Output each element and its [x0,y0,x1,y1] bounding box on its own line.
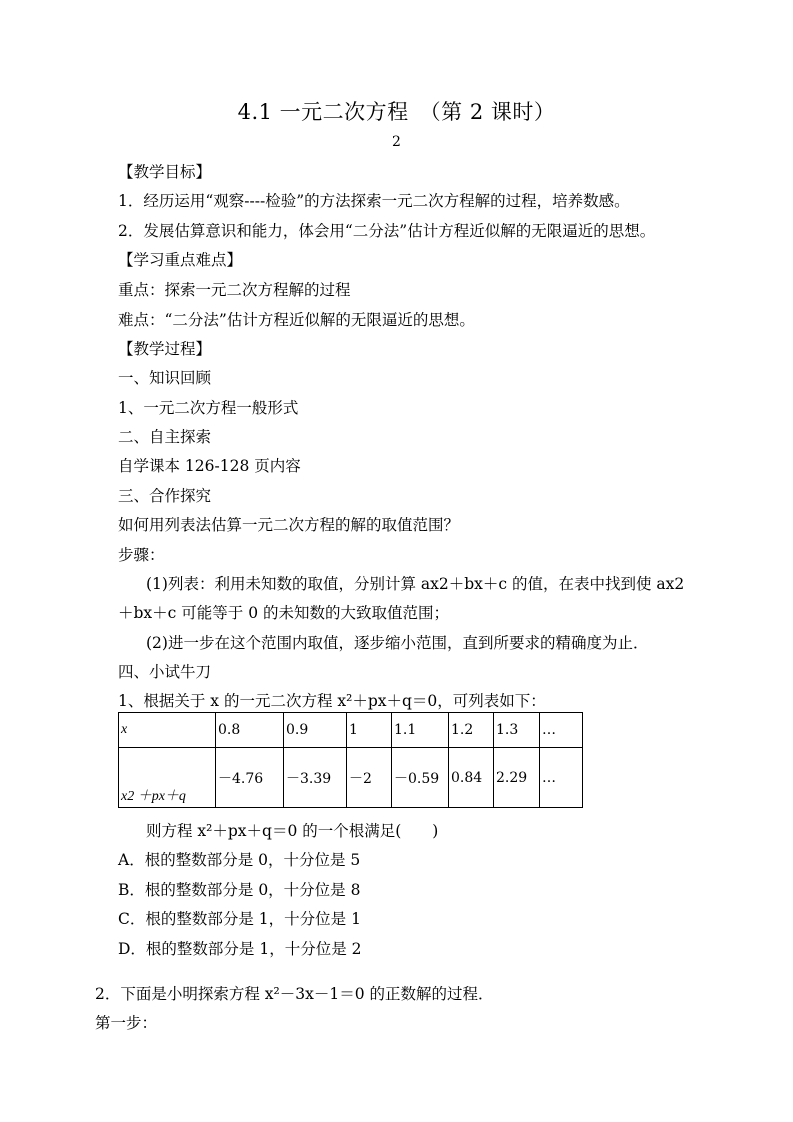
table-cell: 0.9 [284,713,347,748]
section-2-heading: 二、自主探索 [118,428,212,446]
conclusion-text: 则方程 x²＋px＋q＝0 的一个根满足( ) [146,822,439,840]
option-c: C．根的整数部分是 1，十分位是 1 [118,910,361,928]
difficulty-text: 难点：“二分法”估计方程近似解的无限逼近的思想。 [118,311,475,329]
self-study-text: 自学课本 126-128 页内容 [118,457,301,475]
option-b: B．根的整数部分是 0，十分位是 8 [118,881,361,899]
table-cell: … [540,713,583,748]
table-cell: 1.3 [494,713,540,748]
step-2: (2)进一步在这个范围内取值，逐步缩小范围，直到所要求的精确度为止． [146,634,649,652]
goal-1: 1．经历运用“观察----检验”的方法探索一元二次方程解的过程，培养数感。 [118,192,630,210]
process-heading: 【教学过程】 [118,340,212,358]
goals-heading: 【教学目标】 [118,163,212,181]
page-number: 2 [392,134,401,150]
table-cell: 1.2 [449,713,494,748]
table-cell: 1 [347,713,392,748]
table-row [119,748,583,808]
table-cell: －2 [347,748,392,808]
problem-2: 2．下面是小明探索方程 x²－3x－1＝0 的正数解的过程． [95,985,494,1003]
item-1: 1、一元二次方程一般形式 [118,399,299,417]
table-cell: x2 ＋px＋q [119,748,216,808]
problem-1: 1、根据关于 x 的一元二次方程 x²＋px＋q＝0，可列表如下： [118,692,546,710]
table-cell: －0.59 [392,748,449,808]
question-text: 如何用列表法估算一元二次方程的解的取值范围？ [118,516,460,534]
section-3-heading: 三、合作探究 [118,487,212,505]
step-one-label: 第一步： [95,1014,158,1032]
table-cell: x [119,713,216,748]
table-cell: 1.1 [392,713,449,748]
step-1-line-1: (1)列表：利用未知数的取值，分别计算 ax2＋bx＋c 的值，在表中找到使 ax2 [146,575,685,593]
step-1-line-2: ＋bx＋c 可能等于 0 的未知数的大致取值范围； [118,604,449,622]
option-d: D．根的整数部分是 1，十分位是 2 [118,940,362,958]
page-title: 4.1 一元二次方程 （第 2 课时） [237,100,556,124]
option-a: A．根的整数部分是 0，十分位是 5 [118,851,361,869]
table-cell: … [540,748,583,808]
table-cell: －4.76 [216,748,284,808]
goal-2: 2．发展估算意识和能力，体会用“二分法”估计方程近似解的无限逼近的思想。 [118,222,656,240]
keypoints-heading: 【学习重点难点】 [118,251,243,269]
table-cell: 2.29 [494,748,540,808]
table-cell: －3.39 [284,748,347,808]
section-1-heading: 一、知识回顾 [118,369,212,387]
table-cell: 0.8 [216,713,284,748]
table-cell: 0.84 [449,748,494,808]
section-4-heading: 四、小试牛刀 [118,663,212,681]
values-table [118,712,583,808]
table-row [119,713,583,748]
steps-label: 步骤： [118,546,165,564]
keypoint-text: 重点：探索一元二次方程解的过程 [118,281,351,299]
